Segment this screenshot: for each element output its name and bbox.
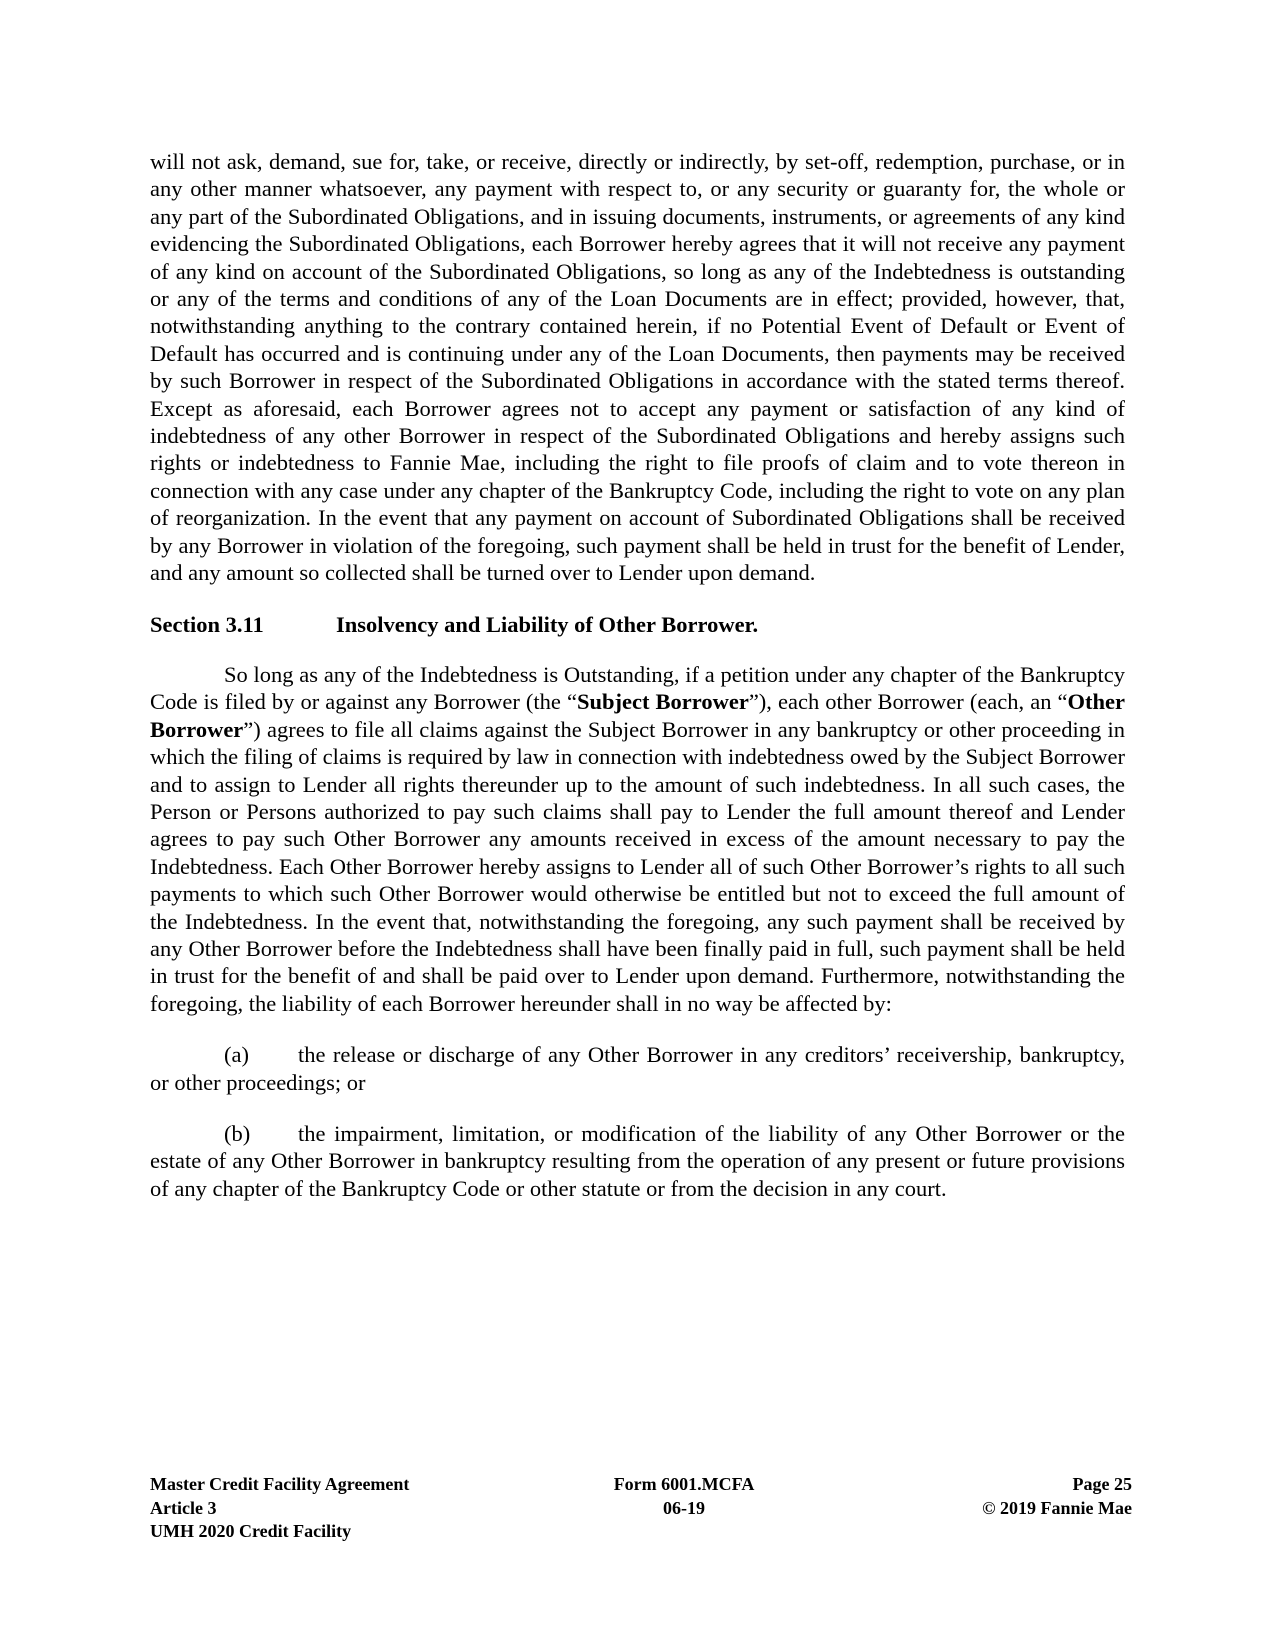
list-item (150, 1041, 1125, 1096)
footer-facility-name: UMH 2020 Credit Facility (150, 1521, 352, 1541)
list-item-text: the release or discharge of any Other Borrower in any creditors’ receivership, bankruptcy, or other proceedings; or (150, 1042, 1125, 1095)
footer-form-date: 06-19 (663, 1497, 705, 1518)
section-number: Section 3.11 (150, 611, 264, 637)
document-page (150, 148, 1125, 1202)
footer-center (584, 1473, 784, 1520)
footer-page-number: Page 25 (1072, 1474, 1132, 1494)
list-item-marker: (a) (224, 1042, 249, 1068)
body-text-part2: ”), each other Borrower (each, an “ (748, 689, 1068, 715)
footer-article: Article 3 (150, 1497, 217, 1518)
section-title: Insolvency and Liability of Other Borrower. (336, 611, 759, 637)
body-text-part1: So long as any of the Indebtedness is Outstanding, if a petition under any chapter of the Bankruptcy Code is filed by or against any Borrower (the “ (150, 661, 1125, 715)
footer-copyright: © 2019 Fannie Mae (982, 1497, 1132, 1518)
footer-form-number: Form 6001.MCFA (613, 1474, 755, 1494)
body-text-part3: ”) agrees to file all claims against the Subject Borrower in any bankruptcy or other proceeding in which the filing of claims is required by law in connection with indebtedness owed by the Subject Borrower and to assign to Lender all rights thereunder up to the amount of such indebtedness. In all such cases, the Person or Persons authorized to pay such claims shall pay to Lender the full amount thereof and Lender agrees to pay such Other Borrower any amounts received in excess of the amount necessary to pay the Indebtedness. Each Other Borrower hereby assigns to Lender all of such Other Borrower’s rights to all such payments to which such Other Borrower would otherwise be entitled but not to exceed the full amount of the Indebtedness. In the event that, notwithstanding the foregoing, any such payment shall be received by any Other Borrower before the Indebtedness shall have been finally paid in full, such payment shall be held in trust for the benefit of and shall be paid over to Lender upon demand. Furthermore, notwithstanding the foregoing, the liability of each Borrower hereunder shall in no way be affected by: (150, 716, 1125, 1016)
footer-left (150, 1473, 409, 1544)
defined-term-other-borrower: Other Borrower (150, 689, 1125, 742)
list-item (150, 1120, 1125, 1202)
continued-paragraph: will not ask, demand, sue for, take, or receive, directly or indirectly, by set-off, redemption, purchase, or in any other manner whatsoever, any payment with respect to, or any security or guaranty for, the whole or any part of the Subordinated Obligations, and in issuing documents, instruments, or agreements of any kind evidencing the Subordinated Obligations, each Borrower hereby agrees that it will not receive any payment of any kind on account of the Subordinated Obligations, so long as any of the Indebtedness is outstanding or any of the terms and conditions of any of the Loan Documents are in effect; provided, however, that, notwithstanding anything to the contrary contained herein, if no Potential Event of Default or Event of Default has occurred and is continuing under any of the Loan Documents, then payments may be received by such Borrower in respect of the Subordinated Obligations in accordance with the stated terms thereof. Except as aforesaid, each Borrower agrees not to accept any payment or satisfaction of any kind of indebtedness of any other Borrower in respect of the Subordinated Obligations and hereby assigns such rights or indebtedness to Fannie Mae, including the right to file proofs of claim and to vote thereon in connection with any case under any chapter of the Bankruptcy Code, including the right to vote on any plan of reorganization. In the event that any payment on account of Subordinated Obligations shall be received by any Borrower in violation of the foregoing, such payment shall be held in trust for the benefit of Lender, and any amount so collected shall be turned over to Lender upon demand. (150, 149, 1125, 586)
footer-right (982, 1473, 1132, 1520)
defined-term-subject-borrower: Subject Borrower (576, 689, 749, 715)
list-item-text: the impairment, limitation, or modification of the liability of any Other Borrower or the estate of any Other Borrower in bankruptcy resulting from the operation of any present or future provisions of any chapter of the Bankruptcy Code or other statute or from the decision in any court. (150, 1121, 1125, 1201)
list-item-marker: (b) (224, 1121, 251, 1146)
section-heading (150, 611, 1125, 638)
section-body-paragraph (150, 661, 1125, 1017)
footer-agreement-name: Master Credit Facility Agreement (150, 1474, 410, 1494)
